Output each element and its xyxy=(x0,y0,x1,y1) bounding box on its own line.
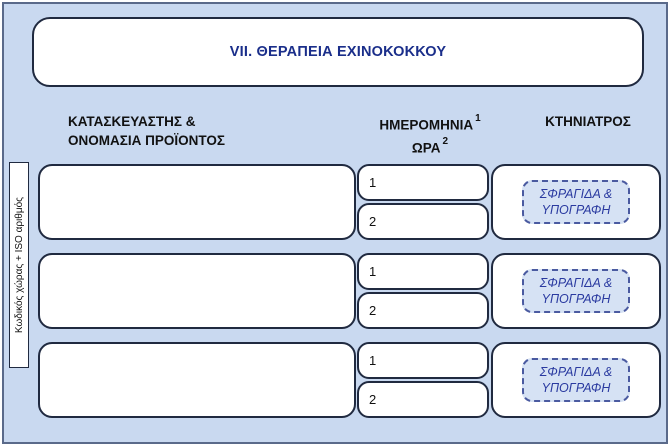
echinococcus-treatment-section xyxy=(2,2,668,444)
vet-field-row-2[interactable] xyxy=(491,253,661,329)
vet-field-row-1[interactable] xyxy=(491,164,661,240)
vet-field-row-3[interactable] xyxy=(491,342,661,418)
stamp-label-line2: ΥΠΟΓΡΑΦΗ xyxy=(541,381,611,395)
stamp-label-line2: ΥΠΟΓΡΑΦΗ xyxy=(541,292,611,306)
column-header-veterinarian xyxy=(512,112,664,131)
column-header-veterinarian-label: ΚΤΗΝΙΑΤΡΟΣ xyxy=(545,114,631,129)
date-slot-1-row-2[interactable] xyxy=(357,253,489,290)
date-slot-number: 1 xyxy=(369,353,377,368)
stamp-signature-placeholder xyxy=(522,180,630,224)
footnote-mark-1: 1 xyxy=(475,113,481,124)
date-slot-number: 1 xyxy=(369,175,377,190)
section-title-box xyxy=(32,17,644,87)
stamp-label-line1: ΣΦΡΑΓΙΔΑ & xyxy=(539,365,613,379)
date-slot-2-row-2[interactable] xyxy=(357,292,489,329)
stamp-label-line2: ΥΠΟΓΡΑΦΗ xyxy=(541,203,611,217)
date-slot-2-row-1[interactable] xyxy=(357,203,489,240)
stamp-signature-placeholder xyxy=(522,269,630,313)
column-header-date: ΗΜΕΡΟΜΗΝΙΑ xyxy=(379,117,474,133)
column-header-date-time xyxy=(360,112,500,157)
section-title: VII. ΘΕΡΑΠΕΙΑ ΕΧΙΝΟΚΟΚΚΟΥ xyxy=(229,44,447,60)
product-field-row-3[interactable] xyxy=(38,342,356,418)
date-slot-2-row-3[interactable] xyxy=(357,381,489,418)
date-slot-number: 2 xyxy=(369,392,377,407)
column-header-manufacturer xyxy=(68,112,348,150)
product-field-row-1[interactable] xyxy=(38,164,356,240)
side-label-box xyxy=(9,162,29,368)
side-label-country-iso: Κωδικός χώρας + ISO αριθμός xyxy=(13,196,25,334)
date-slot-1-row-3[interactable] xyxy=(357,342,489,379)
footnote-mark-2: 2 xyxy=(442,135,449,147)
column-header-manufacturer-line2: ΟΝΟΜΑΣΙΑ ΠΡΟΪΟΝΤΟΣ xyxy=(68,133,225,148)
stamp-signature-placeholder xyxy=(522,358,630,402)
column-header-manufacturer-line1: ΚΑΤΑΣΚΕΥΑΣΤΗΣ & xyxy=(68,114,196,129)
stamp-label-line1: ΣΦΡΑΓΙΔΑ & xyxy=(539,187,613,201)
date-slot-number: 1 xyxy=(369,264,377,279)
date-slot-number: 2 xyxy=(369,214,377,229)
product-field-row-2[interactable] xyxy=(38,253,356,329)
column-header-time: ΩΡΑ xyxy=(411,140,441,155)
date-slot-1-row-1[interactable] xyxy=(357,164,489,201)
stamp-label-line1: ΣΦΡΑΓΙΔΑ & xyxy=(539,276,613,290)
date-slot-number: 2 xyxy=(369,303,377,318)
